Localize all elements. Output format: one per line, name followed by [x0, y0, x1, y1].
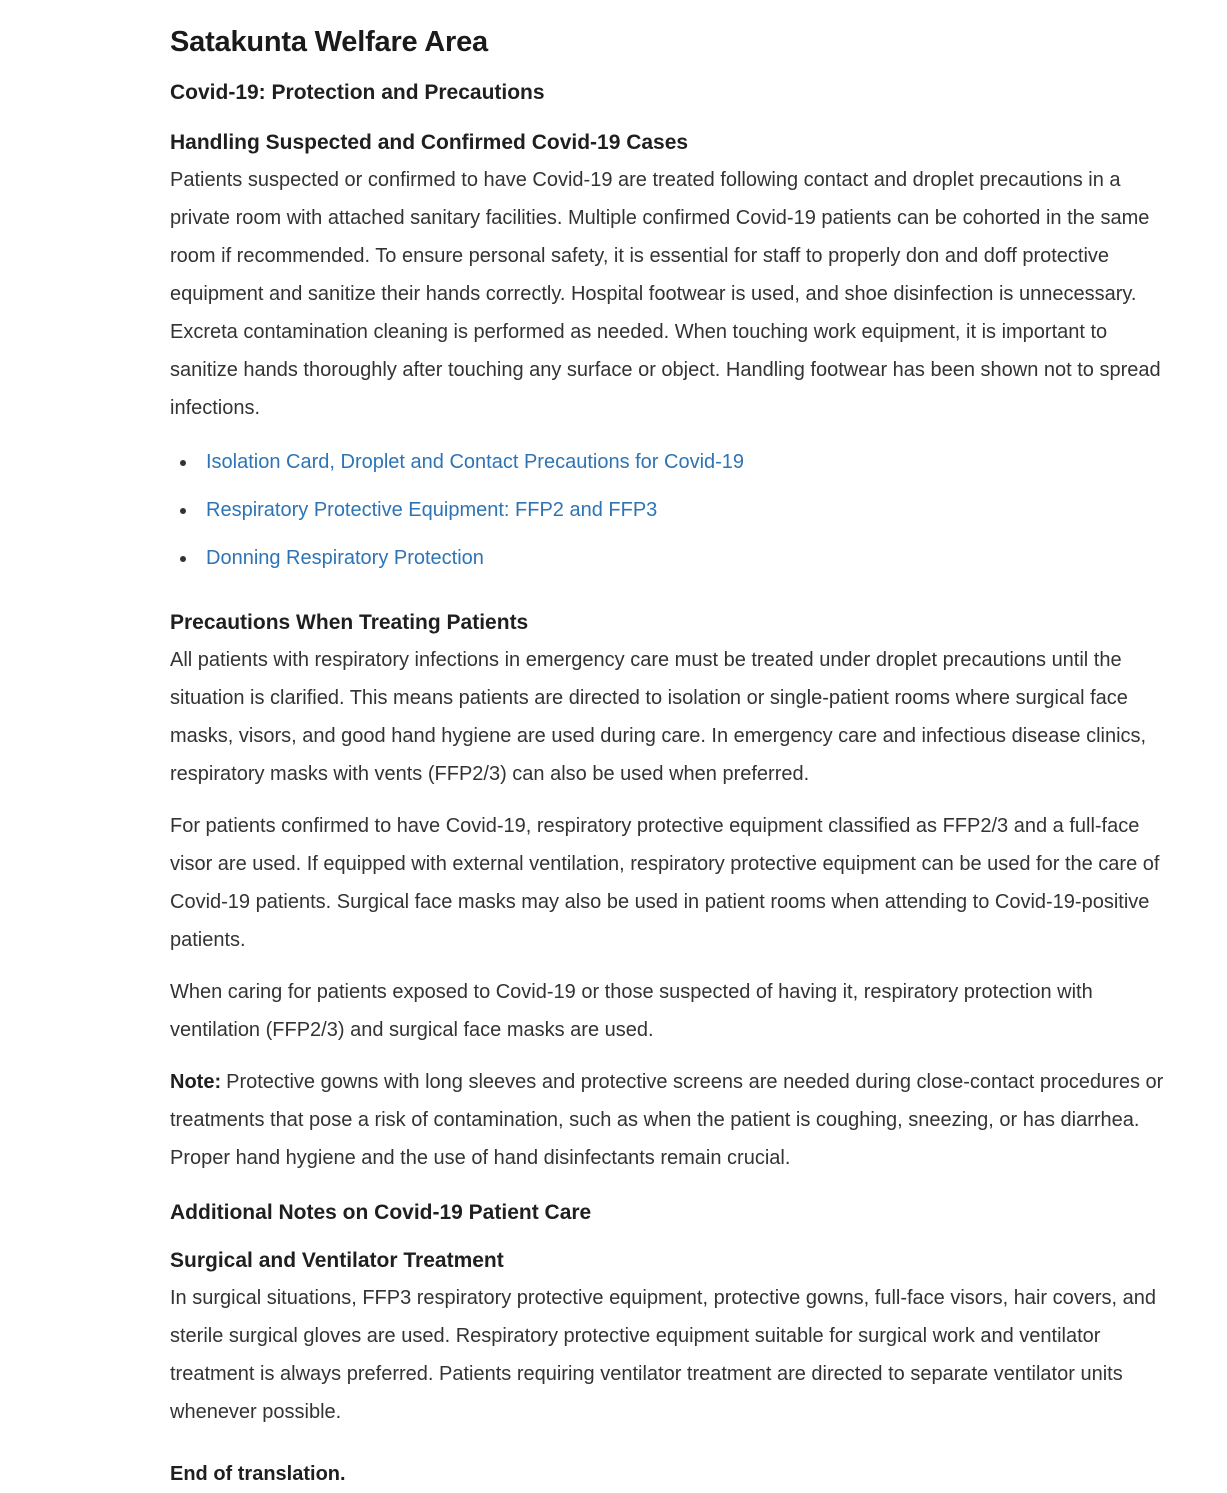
- related-links-list: [170, 443, 1165, 577]
- section-heading-additional-notes: Additional Notes on Covid-19 Patient Care: [170, 1201, 592, 1224]
- note-label: Note:: [170, 1071, 222, 1093]
- document-subtitle: Covid-19: Protection and Precautions: [170, 81, 545, 104]
- list-item: [198, 491, 1165, 529]
- end-of-translation: End of translation.: [170, 1463, 346, 1485]
- section-heading-surgical-ventilator: Surgical and Ventilator Treatment: [170, 1249, 504, 1272]
- list-item: [198, 539, 1165, 577]
- section-heading-handling-cases: Handling Suspected and Confirmed Covid-19 Cases: [170, 131, 689, 154]
- note-text: Protective gowns with long sleeves and protective screens are needed during close-contact procedures or treatments that pose a risk of contamination, such as when the patient is coughing, sneezing, or has diarrhea. Proper hand hygiene and the use of hand disinfectants remain crucial.: [170, 1071, 1164, 1169]
- note-paragraph: [170, 1063, 1165, 1177]
- list-item: [198, 443, 1165, 481]
- paragraph-emergency-care: All patients with respiratory infections in emergency care must be treated under droplet precautions until the situation is clarified. This means patients are directed to isolation or single-patient rooms where surgical face masks, visors, and good hand hygiene are used during care. In emergency care and infectious disease clinics, respiratory masks with vents (FFP2/3) can also be used when preferred.: [170, 649, 1147, 785]
- paragraph-confirmed-patients: For patients confirmed to have Covid-19, respiratory protective equipment classified as FFP2/3 and a full-face visor are used. If equipped with external ventilation, respiratory protective equipment can be used for the care of Covid-19 patients. Surgical face masks may also be used in patient rooms when attending to Covid-19-positive patients.: [170, 815, 1160, 951]
- paragraph-exposed-patients: When caring for patients exposed to Covid-19 or those suspected of having it, respiratory protection with ventilation (FFP2/3) and surgical face masks are used.: [170, 981, 1093, 1041]
- paragraph-handling-cases: Patients suspected or confirmed to have Covid-19 are treated following contact and droplet precautions in a private room with attached sanitary facilities. Multiple confirmed Covid-19 patients can be cohorted in the same room if recommended. To ensure personal safety, it is essential for staff to properly don and doff protective equipment and sanitize their hands correctly. Hospital footwear is used, and shoe disinfection is unnecessary. Excreta contamination cleaning is performed as needed. When touching work equipment, it is important to sanitize hands thoroughly after touching any surface or object. Handling footwear has been shown not to spread infections.: [170, 169, 1161, 419]
- link-donning-respiratory-protection[interactable]: Donning Respiratory Protection: [206, 547, 484, 569]
- paragraph-surgical-situations: In surgical situations, FFP3 respiratory protective equipment, protective gowns, full-face visors, hair covers, and sterile surgical gloves are used. Respiratory protective equipment suitable for surgical work and ventilator treatment is always preferred. Patients requiring ventilator treatment are directed to separate ventilator units whenever possible.: [170, 1287, 1156, 1423]
- page-title: Satakunta Welfare Area: [170, 26, 488, 58]
- link-isolation-card-precautions[interactable]: Isolation Card, Droplet and Contact Precautions for Covid-19: [206, 451, 745, 473]
- section-heading-precautions-treating: Precautions When Treating Patients: [170, 611, 529, 634]
- link-respiratory-protective-equipment[interactable]: Respiratory Protective Equipment: FFP2 and FFP3: [206, 499, 658, 521]
